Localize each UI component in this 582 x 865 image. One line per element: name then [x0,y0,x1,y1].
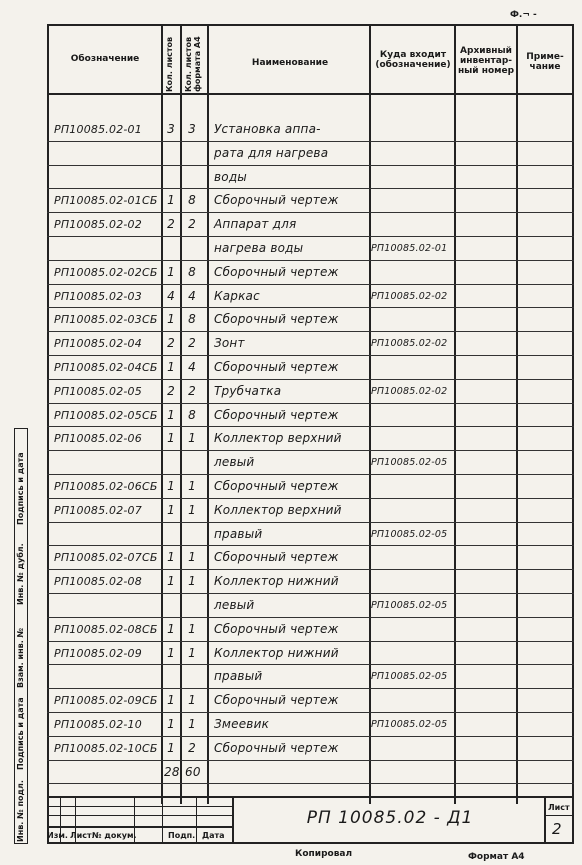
row-where-used: РП10085.02-05 [371,457,448,469]
row-name: Сборочный чертеж [214,360,339,374]
row-name: Сборочный чертеж [214,193,339,208]
row-sheets-count: 1 [167,621,175,636]
row-name: Сборочный чертеж [214,407,339,422]
row-sheets-count: 2 [167,336,175,351]
stamp-line [544,815,574,816]
row-where-used: РП10085.02-01 [371,243,448,254]
row-name: правый [214,526,263,541]
col-izm-label: Изм. [47,831,68,840]
row-designation: РП10085.02-05СБ [54,408,158,422]
row-sheets-count: 1 [167,312,175,327]
row-sheets-count: 2 [167,217,175,232]
row-designation: РП10085.02-04 [54,337,142,351]
row-a4-count: 1 [188,574,196,589]
row-designation: РП10085.02-01СБ [54,194,158,208]
row-designation: РП10085.02-08СБ [54,622,158,636]
row-where-used: РП10085.02-05 [371,719,448,730]
col-sign-label: Подп. [168,831,196,840]
stamp-vline [162,796,163,844]
row-name: Каркас [214,288,260,303]
row-name: Коллектор нижний [214,645,339,660]
header-designation: Обозначение [70,54,140,64]
stamp-top-line [47,796,574,798]
row-designation: РП10085.02-07 [54,503,142,517]
row-sheets-count: 1 [167,479,175,493]
row-designation: РП10085.02-10СБ [54,741,158,755]
row-where-used: РП10085.02-05 [371,600,448,611]
row-a4-count: 8 [188,193,196,208]
document-designation: РП 10085.02 - Д1 [306,808,474,828]
header-where-used: Куда входит (обозначение) [375,50,451,70]
row-a4-count: 1 [188,431,196,446]
row-a4-count: 2 [188,740,196,755]
sheet-label: Лист [548,803,570,812]
row-sheets-count: 28 [164,764,180,779]
header-name: Наименование [251,58,329,68]
row-a4-count: 2 [188,336,196,351]
sidebar-label: Инв. № подл. [16,780,25,842]
row-a4-count: 1 [188,550,196,565]
row-a4-count: 2 [188,383,196,398]
row-sheets-count: 1 [167,645,175,660]
row-name: рата для нагрева [214,145,329,160]
row-a4-count: 1 [188,693,196,708]
row-a4-count: 4 [188,360,196,374]
corner-mark: Ф.¬ - [510,10,537,20]
row-a4-count: 60 [185,764,201,779]
row-designation: РП10085.02-03 [54,289,142,303]
row-name: Сборочный чертеж [214,693,339,708]
row-a4-count: 8 [188,264,196,279]
header-archive-no: Архивный инвентар-ный номер [457,46,515,76]
row-a4-count: 1 [188,717,196,731]
row-sheets-count: 1 [167,502,175,517]
row-name: Коллектор нижний [214,574,339,589]
row-a4-count: 3 [188,122,196,136]
row-name: Коллектор верхний [214,431,342,446]
row-name: Зонт [214,336,245,351]
row-name: левый [214,598,255,612]
row-designation: РП10085.02-02СБ [54,265,158,279]
header-sheets-count: Кол. листов [165,36,174,92]
sidebar-label: Подпись и дата [16,697,25,770]
row-a4-count: 1 [188,502,196,517]
row-name: Змеевик [214,717,270,731]
row-name: Аппарат для [214,217,297,232]
row-designation: РП10085.02-10 [54,718,142,731]
row-a4-count: 1 [188,645,196,660]
copied-label: Копировал [295,849,353,859]
row-name: Сборочный чертеж [214,740,339,755]
sidebar-label: Взам. инв. № [16,627,25,688]
row-designation: РП10085.02-09СБ [54,694,158,708]
row-a4-count: 8 [188,407,196,422]
row-designation: РП10085.02-01 [54,123,142,136]
sidebar-label: Подпись и дата [16,452,25,525]
row-name: Сборочный чертеж [214,264,339,279]
row-a4-count: 8 [188,312,196,327]
row-a4-count: 1 [188,621,196,636]
row-designation: РП10085.02-08 [54,575,142,589]
header-note: Приме-чание [526,52,564,72]
row-designation: РП10085.02-03СБ [54,313,158,327]
header-line [47,93,574,95]
row-name: Сборочный чертеж [214,312,339,327]
row-line [47,783,574,784]
sidebar-label: Инв. № дубл. [16,543,25,605]
row-name: воды [214,169,247,184]
row-name: нагрева воды [214,241,304,255]
row-a4-count: 2 [188,217,196,232]
stamp-vline [544,796,546,844]
row-name: левый [214,455,255,470]
format-label: Формат А4 [468,852,525,862]
row-designation: РП10085.02-05 [54,384,142,398]
row-name: правый [214,669,263,684]
row-sheets-count: 4 [167,288,175,303]
sheet-number: 2 [552,820,562,838]
row-sheets-count: 1 [167,740,175,755]
col-doc-label: № докум. [92,831,137,840]
row-designation: РП10085.02-06СБ [54,480,158,493]
row-designation: РП10085.02-06 [54,432,142,446]
row-designation: РП10085.02-09 [54,646,142,660]
stamp-vline [232,796,234,844]
row-sheets-count: 1 [167,550,175,565]
row-designation: РП10085.02-02 [54,218,142,232]
row-sheets-count: 3 [167,122,175,136]
row-name: Трубчатка [214,383,282,398]
row-sheets-count: 1 [167,574,175,589]
row-designation: РП10085.02-04СБ [54,361,158,374]
row-sheets-count: 1 [167,264,175,279]
col-date-label: Дата [202,831,225,840]
col-list-label: Лист [70,831,92,840]
row-sheets-count: 2 [167,383,175,398]
row-where-used: РП10085.02-05 [371,671,448,683]
row-a4-count: 4 [188,288,196,303]
row-where-used: РП10085.02-02 [371,290,448,302]
row-where-used: РП10085.02-05 [371,528,448,540]
row-sheets-count: 1 [167,717,175,731]
row-name: Сборочный чертеж [214,621,339,636]
row-where-used: РП10085.02-02 [371,338,448,350]
row-name: Коллектор верхний [214,502,342,517]
header-a4-count: Кол. листов формата А4 [184,36,202,92]
row-sheets-count: 1 [167,193,175,208]
row-name: Установка аппа- [214,122,321,136]
row-sheets-count: 1 [167,407,175,422]
row-name: Сборочный чертеж [214,479,339,493]
row-where-used: РП10085.02-02 [371,385,448,397]
row-a4-count: 1 [188,479,196,493]
stamp-vline [196,796,197,844]
row-sheets-count: 1 [167,431,175,446]
row-sheets-count: 1 [167,360,175,374]
row-sheets-count: 1 [167,693,175,708]
row-designation: РП10085.02-07СБ [54,551,158,565]
row-name: Сборочный чертеж [214,550,339,565]
